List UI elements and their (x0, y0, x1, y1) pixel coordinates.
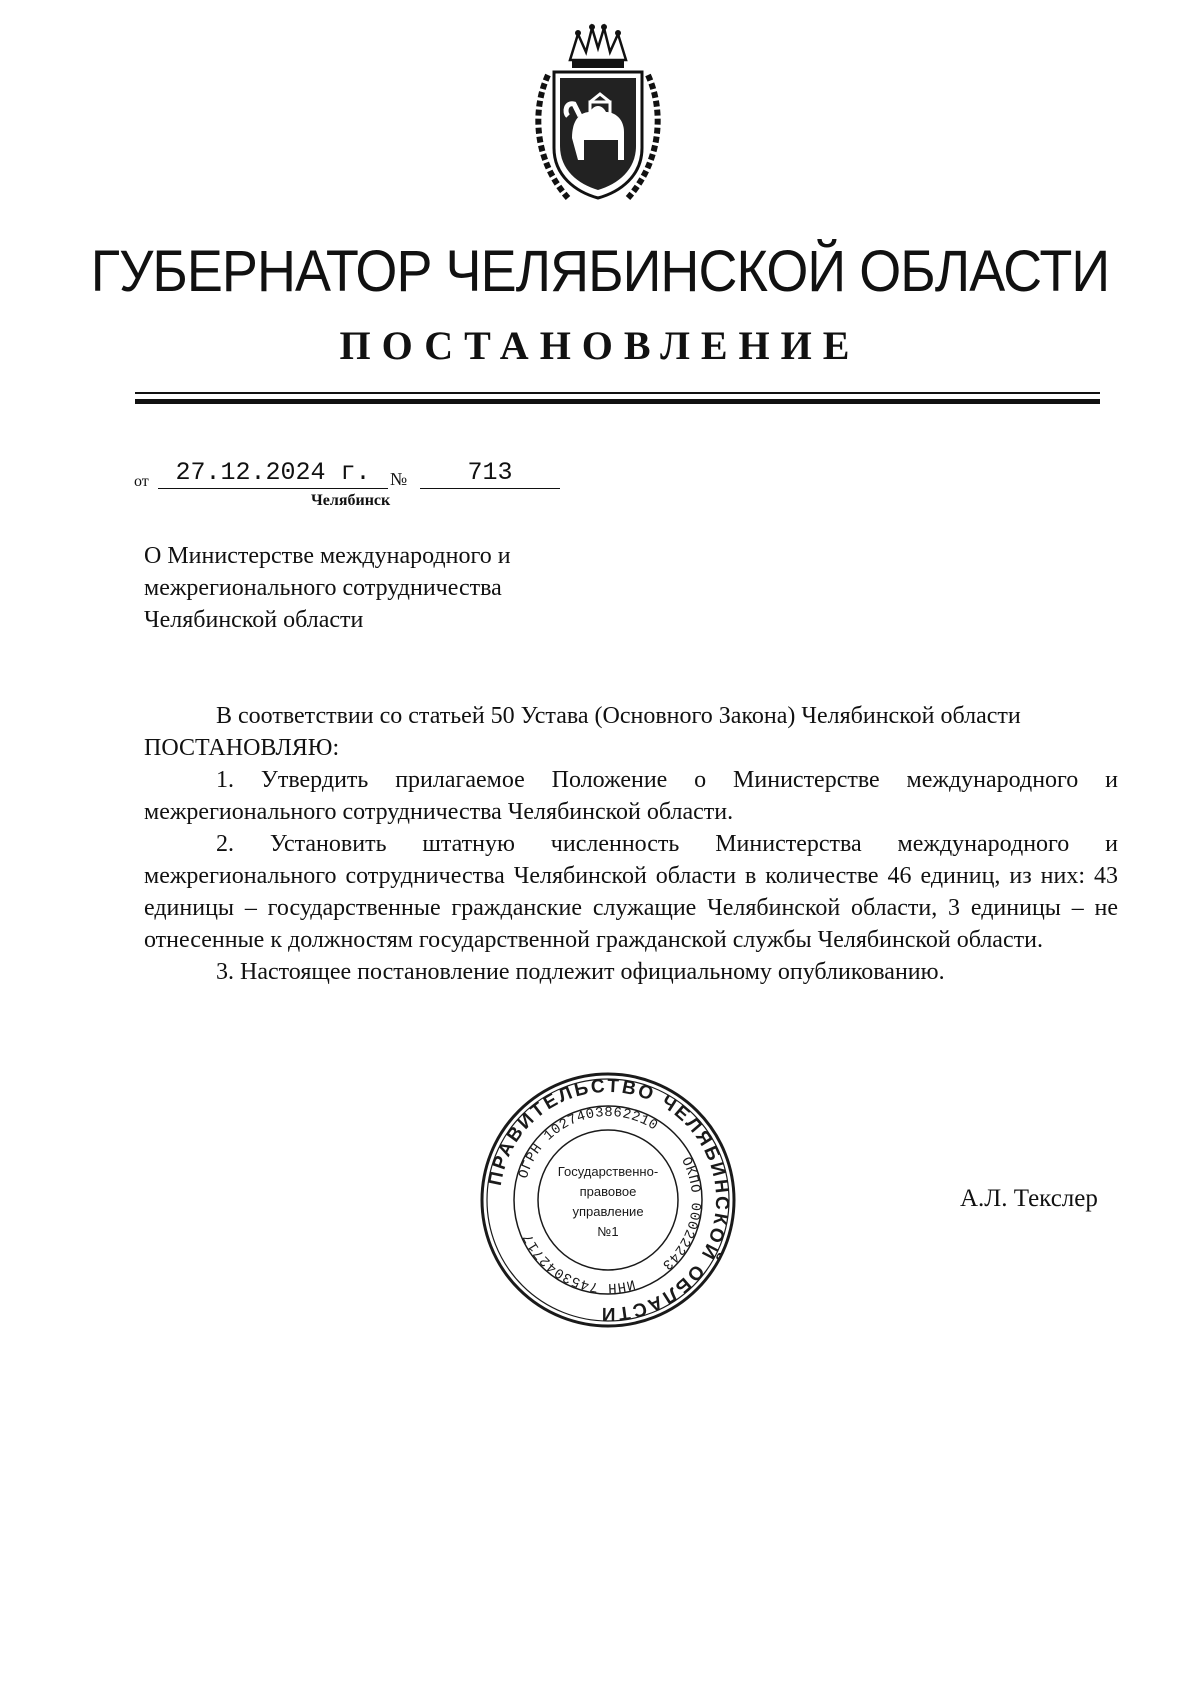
official-stamp (478, 1070, 738, 1330)
document-body (144, 700, 1118, 988)
stamp-okpo-text: ОКПО 00022243 (658, 1154, 704, 1273)
stamp-center-line: правовое (579, 1184, 637, 1199)
stamp-ogrn-text: ОГРН 1027403862210 (516, 1104, 661, 1181)
stamp-center-line: №1 (597, 1224, 619, 1239)
stamp-outer-text: ПРАВИТЕЛЬСТВО ЧЕЛЯБИНСКОЙ ОБЛАСТИ (484, 1075, 733, 1325)
coat-of-arms-emblem (528, 20, 668, 210)
subject-line: Челябинской области (144, 607, 364, 633)
document-date: 27.12.2024 г. (158, 458, 388, 489)
issuer-title: ГУБЕРНАТОР ЧЕЛЯБИНСКОЙ ОБЛАСТИ (90, 239, 1110, 304)
document-number: 713 (420, 458, 560, 489)
number-label: № (390, 469, 408, 489)
stamp-center-line: управление (572, 1204, 644, 1219)
decree-item-1: 1. Утвердить прилагаемое Положение о Министерстве международного и межрегионального сотрудничества Челябинской области. (144, 767, 1118, 825)
decree-item-2: 2. Установить штатную численность Министерства международного и межрегионального сотрудничества Челябинской области в количестве 46 единиц, из них: 43 единицы – государственные гражданские служащие Челябинской области, 3 единицы – не отнесенные к должностям государственной гражданской службы Челябинской области. (144, 831, 1118, 953)
header-divider-thin (135, 392, 1100, 394)
city-label: Челябинск (311, 492, 391, 509)
stamp-inn-text: ИНН 7453042717 (520, 1230, 637, 1296)
subject-line: межрегионального сотрудничества (144, 575, 502, 601)
document-subject (144, 540, 584, 636)
signatory-name: А.Л. Текслер (960, 1185, 1098, 1212)
subject-line: О Министерстве международного и (144, 543, 511, 569)
decree-word: ПОСТАНОВЛЯЮ: (144, 735, 340, 761)
stamp-center-line: Государственно- (557, 1164, 659, 1179)
decree-item-3: 3. Настоящее постановление подлежит официальному опубликованию. (216, 959, 945, 985)
date-prefix-label: от (134, 473, 149, 490)
header-divider-thick (135, 399, 1100, 404)
document-type: ПОСТАНОВЛЕНИЕ (339, 323, 861, 368)
body-intro: В соответствии со статьей 50 Устава (Основного Закона) Челябинской области (216, 703, 1021, 729)
